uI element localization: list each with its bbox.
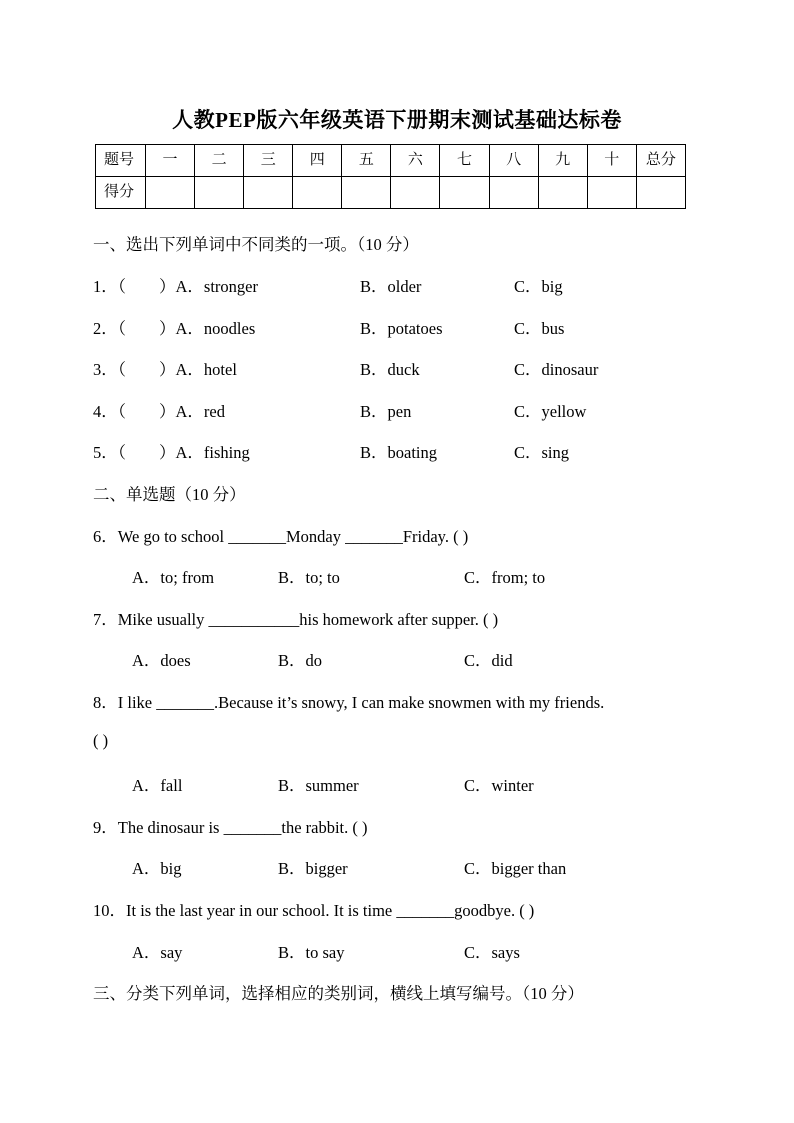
score-header-cell: 十 bbox=[587, 145, 636, 177]
question-10-option-c: C．says bbox=[464, 943, 520, 962]
question-6-option-c: C．from; to bbox=[464, 568, 546, 587]
question-9-option-b: B．bigger bbox=[278, 859, 348, 878]
section2-heading: 二、单选题（10 分） bbox=[93, 485, 246, 504]
section3-heading: 三、分类下列单词，选择相应的类别词，横线上填写编号。（10 分） bbox=[93, 984, 584, 1003]
score-header-cell: 七 bbox=[440, 145, 489, 177]
question-1-prefix: 1．（ ）A．stronger bbox=[93, 277, 258, 296]
question-7-option-c: C．did bbox=[464, 651, 513, 670]
question-5-prefix: 5．（ ）A．fishing bbox=[93, 443, 250, 462]
score-input-cell[interactable] bbox=[391, 177, 440, 209]
question-3-prefix: 3．（ ）A．hotel bbox=[93, 360, 237, 379]
question-8-option-b: B．summer bbox=[278, 776, 359, 795]
score-header-cell: 二 bbox=[195, 145, 244, 177]
score-header-cell: 五 bbox=[342, 145, 391, 177]
question-10-option-b: B．to say bbox=[278, 943, 345, 962]
score-header-cell: 总分 bbox=[636, 145, 685, 177]
question-3-option-c: C．dinosaur bbox=[514, 360, 599, 379]
question-1-option-b: B．older bbox=[360, 277, 422, 296]
score-header-cell: 九 bbox=[538, 145, 587, 177]
question-8-option-c: C．winter bbox=[464, 776, 534, 795]
section1-heading: 一、选出下列单词中不同类的一项。（10 分） bbox=[93, 235, 419, 254]
score-header-cell: 八 bbox=[489, 145, 538, 177]
question-6-stem: 6．We go to school _______Monday _______Friday. ( ) bbox=[93, 527, 469, 546]
score-header-cell: 一 bbox=[146, 145, 195, 177]
question-7-option-b: B．do bbox=[278, 651, 323, 670]
question-9-option-a: A．big bbox=[132, 859, 182, 878]
question-10-stem: 10．It is the last year in our school. It is time _______goodbye. ( ) bbox=[93, 901, 535, 920]
question-2-option-b: B．potatoes bbox=[360, 319, 443, 338]
score-input-cell[interactable] bbox=[440, 177, 489, 209]
score-header-cell: 题号 bbox=[96, 145, 146, 177]
question-7-option-a: A．does bbox=[132, 651, 191, 670]
question-6-option-b: B．to; to bbox=[278, 568, 340, 587]
score-input-cell[interactable] bbox=[146, 177, 195, 209]
score-input-cell[interactable] bbox=[293, 177, 342, 209]
score-row-label: 得分 bbox=[96, 177, 146, 209]
score-input-cell[interactable] bbox=[195, 177, 244, 209]
page-title: 人教PEP版六年级英语下册期末测试基础达标卷 bbox=[172, 108, 622, 132]
question-5-option-b: B．boating bbox=[360, 443, 437, 462]
question-8-answer-paren: ( ) bbox=[93, 731, 109, 750]
score-input-cell[interactable] bbox=[636, 177, 685, 209]
question-4-option-c: C．yellow bbox=[514, 402, 587, 421]
question-1-option-c: C．big bbox=[514, 277, 563, 296]
question-6-option-a: A．to; from bbox=[132, 568, 215, 587]
question-7-stem: 7．Mike usually ___________his homework after supper. ( ) bbox=[93, 610, 499, 629]
question-9-option-c: C．bigger than bbox=[464, 859, 567, 878]
score-table bbox=[95, 144, 686, 209]
score-input-cell[interactable] bbox=[489, 177, 538, 209]
question-3-option-b: B．duck bbox=[360, 360, 420, 379]
question-4-option-b: B．pen bbox=[360, 402, 412, 421]
question-5-option-c: C．sing bbox=[514, 443, 570, 462]
score-input-cell[interactable] bbox=[244, 177, 293, 209]
question-9-stem: 9．The dinosaur is _______the rabbit. ( ) bbox=[93, 818, 368, 837]
score-header-cell: 四 bbox=[293, 145, 342, 177]
score-input-cell[interactable] bbox=[587, 177, 636, 209]
question-10-option-a: A．say bbox=[132, 943, 183, 962]
question-2-prefix: 2．（ ）A．noodles bbox=[93, 319, 256, 338]
score-table-header-row bbox=[96, 145, 686, 177]
score-table-score-row bbox=[96, 177, 686, 209]
question-2-option-c: C．bus bbox=[514, 319, 565, 338]
question-8-stem: 8．I like _______.Because it’s snowy, I can make snowmen with my friends. bbox=[93, 693, 605, 712]
score-input-cell[interactable] bbox=[342, 177, 391, 209]
score-header-cell: 六 bbox=[391, 145, 440, 177]
score-header-cell: 三 bbox=[244, 145, 293, 177]
score-input-cell[interactable] bbox=[538, 177, 587, 209]
question-4-prefix: 4．（ ）A．red bbox=[93, 402, 225, 421]
question-8-option-a: A．fall bbox=[132, 776, 183, 795]
